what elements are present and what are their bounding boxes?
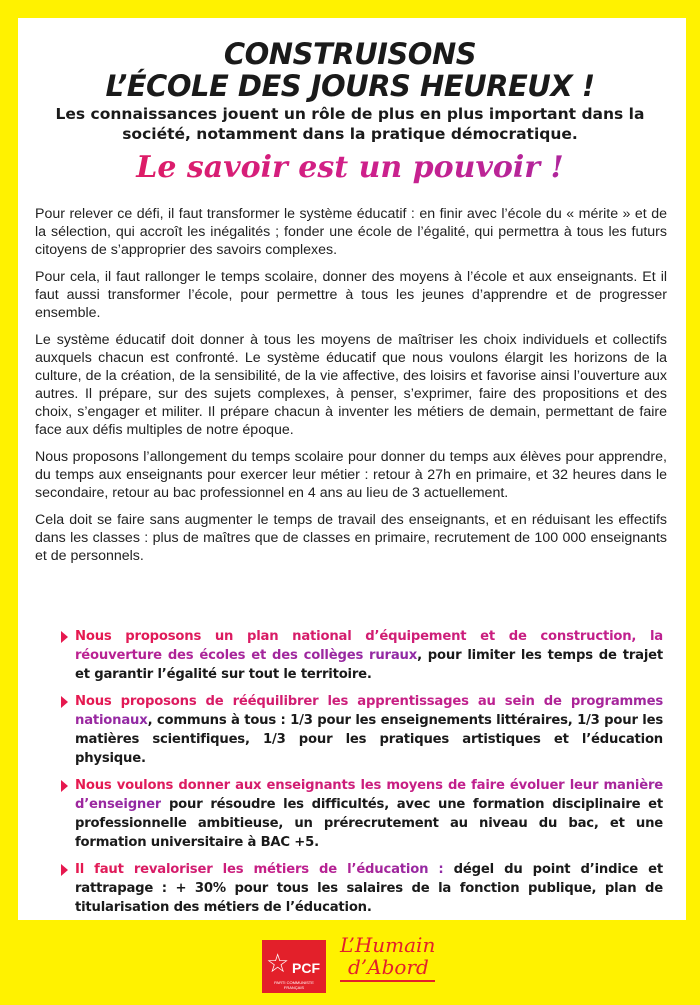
proposal-list (75, 627, 663, 925)
triangle-bullet-icon (61, 864, 68, 876)
pcf-logo-subtitle: PARTI COMMUNISTE FRANÇAIS (274, 980, 314, 990)
paragraph: Pour relever ce défi, il faut transformer le système éducatif : en finir avec l’école du « mérite » et de la sélection, qui accroît les inégalités ; fonder une école de l’égalité, qui permettra à tous les futurs citoyens de s’approprier des savoirs complexes. (35, 206, 667, 258)
proposal-item (75, 692, 663, 768)
triangle-bullet-icon (61, 631, 68, 643)
triangle-bullet-icon (61, 696, 68, 708)
paragraph: Cela doit se faire sans augmenter le temps de travail des enseignants, et en réduisant les effectifs dans les classes : plus de maîtres que de classes en primaire, recrutement de 100 000 enseignants et de personnels. (35, 512, 667, 564)
slogan: Le savoir est un pouvoir ! (0, 148, 700, 188)
proposal-highlight: Nous voulons donner aux enseignants les moyens de faire évoluer leur manière d’enseigner (75, 778, 663, 812)
star-icon: ☆ (266, 948, 290, 978)
proposal-item (75, 627, 663, 684)
proposal-text: , communs à tous : 1/3 pour les enseignements littéraires, 1/3 pour les matières scientifiques, 1/3 pour les pratiques artistiques et l’éducation physique. (75, 713, 663, 766)
pcf-logo-text: PCF (292, 960, 320, 976)
paragraph: Pour cela, il faut rallonger le temps scolaire, donner des moyens à l’école et aux enseignants. Et il faut aussi transformer l’école, pour permettre à tous les jeunes d’apprendre et de progresser ensemble. (35, 269, 667, 321)
proposal-text: , pour limiter les temps de trajet et garantir l’égalité sur tout le territoire. (75, 648, 664, 682)
paragraph: Nous proposons l’allongement du temps scolaire pour donner du temps aux élèves pour apprendre, du temps aux enseignants pour exercer leur métier : retour à 27h en primaire, et 32 heures dans le secondaire, retour au bac professionnel en 4 ans au lieu de 3 actuellement. (35, 449, 667, 501)
tagline-line-1: L’Humain (340, 933, 436, 957)
proposal-text: pour résoudre les difficultés, avec une formation disciplinaire et professionnelle ambitieuse, un prérecrutement au niveau du bac, et une formation universitaire à BAC +5. (75, 797, 663, 850)
tagline-logo (340, 934, 435, 982)
tagline-line-2: d’Abord (348, 955, 429, 979)
proposal-text: dégel du point d’indice et rattrapage : + 30% pour tous les salaires de la fonction publique, plan de titularisation des métiers de l’éducation. (75, 862, 663, 915)
pcf-logo (262, 940, 326, 993)
proposal-highlight: Nous proposons un plan national d’équipement et de construction, la réouverture des écoles et des collèges ruraux (75, 629, 663, 663)
proposal-item (75, 860, 663, 917)
title-line-1: CONSTRUISONS (223, 37, 477, 71)
proposal-highlight: Nous proposons de rééquilibrer les apprentissages au sein de programmes nationaux (75, 694, 663, 728)
triangle-bullet-icon (61, 780, 68, 792)
proposal-item (75, 776, 663, 852)
title-line-2: L’ÉCOLE DES JOURS HEUREUX ! (105, 69, 595, 103)
proposal-highlight: Il faut revaloriser les métiers de l’éducation : (75, 862, 444, 877)
paragraph: Le système éducatif doit donner à tous les moyens de maîtriser les choix individuels et collectifs auxquels chacun est confronté. Le système éducatif que nous voulons élargit les horizons de la culture, de la création, de la sensibilité, de la vie affective, des loisirs et favorise ainsi l’ouverture aux autres. Il prépare, sur des sujets complexes, à penser, s’exprimer, faire des propositions et des choix, s’engager et militer. Il prépare chacun à inventer les métiers de demain, permettant de faire face aux défis multiples de notre époque. (35, 332, 667, 438)
body-text (35, 205, 667, 574)
lead-text: Les connaissances jouent un rôle de plus en plus important dans la société, notamment dans la pratique démocratique. (55, 105, 645, 143)
